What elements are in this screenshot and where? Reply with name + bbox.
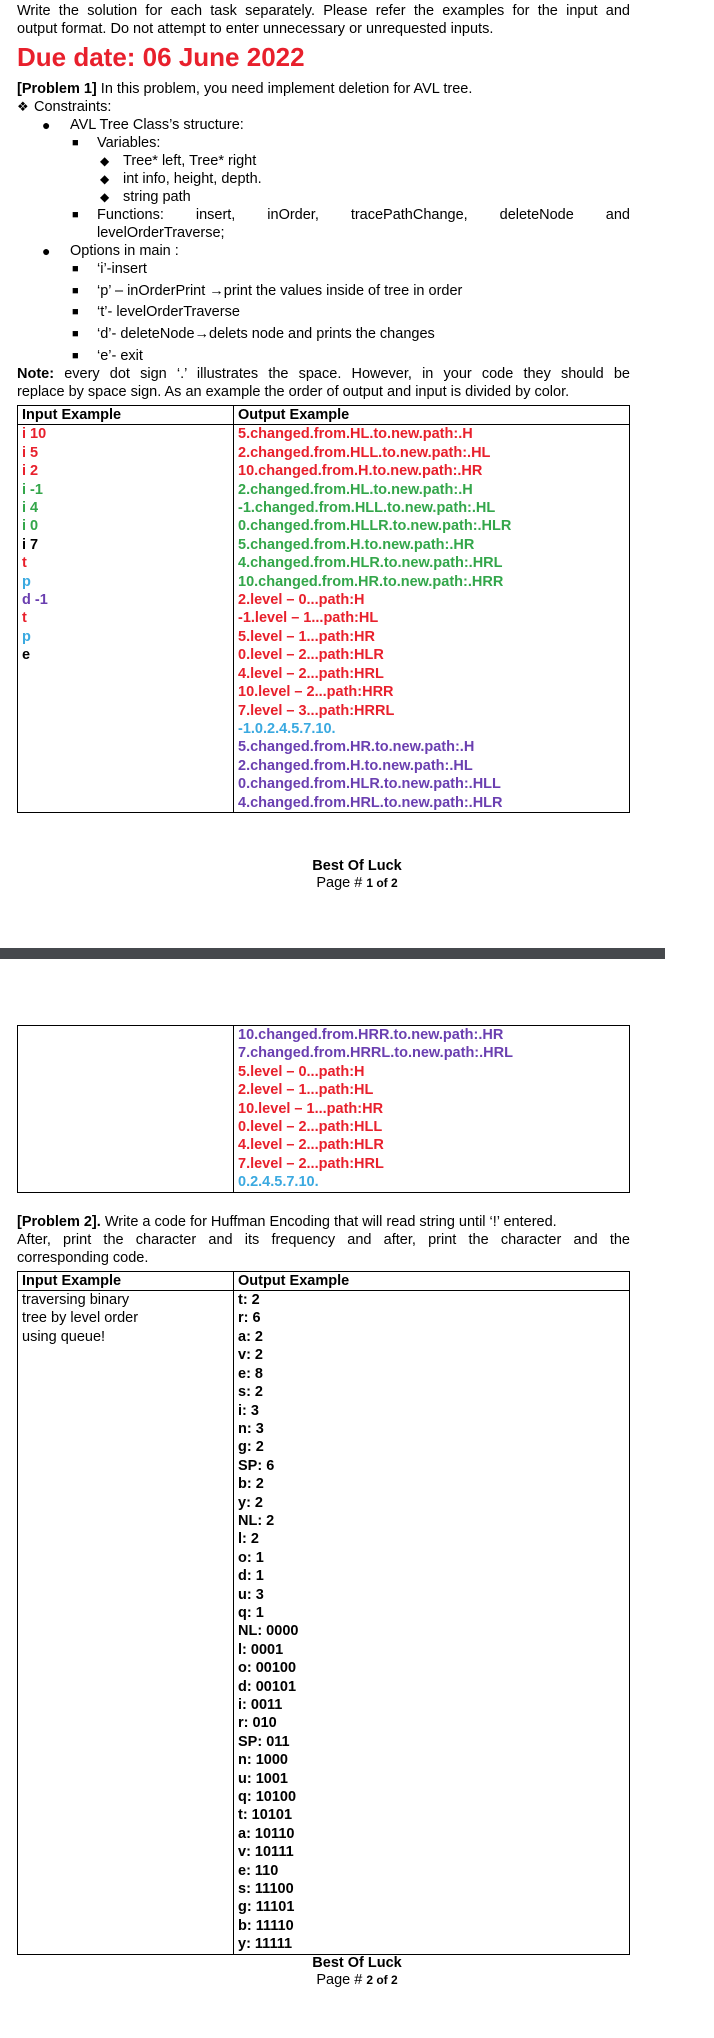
- table-line: 2.level – 0...path:H: [238, 592, 365, 609]
- table-line: using queue!: [22, 1328, 106, 1345]
- diamond-bullet-icon: ❖: [17, 99, 29, 114]
- table-line: i 5: [22, 444, 39, 461]
- input-example-cell: [18, 1026, 234, 1193]
- problem-1-label: [Problem 1]: [17, 81, 97, 97]
- table-line: SP: 011: [238, 1733, 290, 1750]
- problem-2-line-3: corresponding code.: [17, 1249, 149, 1266]
- square-bullet-icon: ■: [72, 285, 79, 297]
- table-line: t: [22, 555, 27, 572]
- table-line: q: 10100: [238, 1789, 297, 1806]
- table-line: i: 3: [238, 1402, 259, 1419]
- table-line: r: 010: [238, 1715, 277, 1732]
- constraints-heading: [17, 98, 630, 116]
- functions-line-1: Functions: insert, inOrder, tracePathChange, deleteNode and: [97, 207, 630, 223]
- table-line: 2.changed.from.H.to.new.path:.HL: [238, 757, 473, 774]
- square-bullet-icon: ■: [72, 328, 79, 340]
- functions-line-2: levelOrderTraverse;: [97, 225, 225, 241]
- problem-1-heading: [17, 80, 630, 98]
- table-row: [18, 1291, 630, 1955]
- list-item: ◆ string path: [100, 189, 191, 205]
- table-line: l: 2: [238, 1531, 259, 1548]
- square-bullet-icon: ■: [72, 263, 79, 275]
- table-line: 5.level – 1...path:HR: [238, 628, 375, 645]
- footer-title: Best Of Luck: [312, 1955, 402, 1971]
- square-bullet-icon: ■: [72, 350, 79, 362]
- intro-line-2: output format. Do not attempt to enter unnecessary or unrequested inputs.: [17, 21, 494, 37]
- table-line: -1.changed.from.HLL.to.new.path:.HL: [238, 500, 496, 517]
- table-line: g: 11101: [238, 1899, 295, 1916]
- input-header: Input Example: [18, 406, 234, 425]
- table-line: d -1: [22, 592, 48, 609]
- table-line: tree by level order: [22, 1310, 139, 1327]
- page-separator: [0, 948, 665, 959]
- diamond-bullet-icon: ◆: [100, 154, 110, 168]
- list-item: ■ ‘p’ – inOrderPrint →print the values inside of tree in order: [72, 283, 463, 299]
- table-row: [18, 425, 630, 813]
- list-item: ■ ‘i’-insert: [72, 261, 147, 277]
- table-line: b: 11110: [238, 1917, 294, 1934]
- table-line: d: 1: [238, 1568, 264, 1585]
- table-line: 0.changed.from.HLLR.to.new.path:.HLR: [238, 518, 512, 535]
- table-line: y: 11111: [238, 1936, 293, 1953]
- table-line: t: [22, 610, 27, 627]
- page-2-content: [17, 1025, 630, 1955]
- input-header: Input Example: [18, 1271, 234, 1290]
- table-line: n: 3: [238, 1420, 264, 1437]
- input-example-cell: [18, 425, 234, 813]
- table-line: 0.level – 2...path:HLR: [238, 647, 384, 664]
- table-line: a: 10110: [238, 1825, 295, 1842]
- table-line: r: 6: [238, 1310, 261, 1327]
- table-line: i: 0011: [238, 1697, 283, 1713]
- table-line: s: 2: [238, 1384, 263, 1401]
- output-header: Output Example: [234, 1271, 630, 1290]
- table-line: v: 2: [238, 1347, 263, 1364]
- table-line: 0.2.4.5.7.10.: [238, 1174, 319, 1191]
- table-line: 7.changed.from.HRRL.to.new.path:.HRL: [238, 1045, 513, 1062]
- output-example-cell: [234, 1291, 630, 1955]
- table-line: 0.changed.from.HLR.to.new.path:.HLL: [238, 776, 501, 793]
- table-line: 5.changed.from.H.to.new.path:.HR: [238, 536, 475, 553]
- list-item: ● AVL Tree Class’s structure:: [42, 117, 244, 133]
- table-line: NL: 2: [238, 1512, 275, 1529]
- table-line: 4.level – 2...path:HLR: [238, 1137, 384, 1154]
- problem-2-heading: [17, 1213, 630, 1231]
- table-line: p: [22, 628, 31, 645]
- table-line: 7.level – 2...path:HRL: [238, 1155, 384, 1172]
- list-item: ■ Variables:: [72, 135, 161, 151]
- table-line: e: 110: [238, 1862, 279, 1879]
- table-line: 10.changed.from.H.to.new.path:.HR: [238, 463, 483, 480]
- table-line: 10.changed.from.HRR.to.new.path:.HR: [238, 1027, 504, 1043]
- input-example-cell: [18, 1291, 234, 1955]
- note-line-2: replace by space sign. As an example the order of output and input is divided by color.: [17, 384, 570, 400]
- table-line: u: 3: [238, 1586, 264, 1603]
- note-line-1: Note: every dot sign ‘.’ illustrates the space. However, in your code they should be: [17, 366, 630, 382]
- intro-line-1: Write the solution for each task separately. Please refer the examples for the input and: [17, 3, 630, 19]
- table-line: 4.changed.from.HRL.to.new.path:.HLR: [238, 794, 503, 811]
- footer-page-number: Page # 2 of 2: [316, 1972, 398, 1988]
- table-row: [18, 1271, 630, 1290]
- constraints-list: [17, 116, 630, 365]
- table-line: 10.level – 2...path:HRR: [238, 684, 394, 701]
- list-item: ■ ‘e’- exit: [72, 348, 143, 364]
- table-line: SP: 6: [238, 1457, 275, 1474]
- problem-2-line-2: After, print the character and its frequency and after, print the character and the: [17, 1231, 630, 1248]
- list-item: ◆ Tree* left, Tree* right: [100, 153, 257, 169]
- table-line: i 10: [22, 426, 47, 443]
- page-1-footer: [0, 858, 714, 892]
- table-line: 0.level – 2...path:HLL: [238, 1119, 383, 1136]
- list-item: ■ ‘d’- deleteNode→delets node and prints the changes: [72, 326, 435, 342]
- table-line: e: [22, 647, 31, 664]
- table-line: 2.changed.from.HL.to.new.path:.H: [238, 481, 473, 498]
- page-1-content: [17, 2, 630, 813]
- dot-bullet-icon: ●: [42, 243, 51, 259]
- table-line: t: 10101: [238, 1807, 293, 1824]
- table-line: p: [22, 573, 31, 590]
- problem-2-label: [Problem 2].: [17, 1213, 101, 1230]
- table-line: d: 00101: [238, 1678, 297, 1695]
- table-line: e: 8: [238, 1365, 263, 1382]
- table-row: [18, 406, 630, 425]
- table-line: y: 2: [238, 1494, 263, 1511]
- output-example-cell: [234, 1026, 630, 1193]
- table-line: i 0: [22, 518, 39, 535]
- table-line: s: 11100: [238, 1881, 294, 1898]
- list-item: ■ ‘t’- levelOrderTraverse: [72, 304, 240, 320]
- square-bullet-icon: ■: [72, 306, 79, 318]
- table-line: 7.level – 3...path:HRRL: [238, 702, 395, 719]
- table-line: i 2: [22, 463, 39, 480]
- problem-2-text: Write a code for Huffman Encoding that will read string until ‘!’ entered.: [100, 1213, 557, 1230]
- list-item: ◆ int info, height, depth.: [100, 171, 262, 187]
- table-line: 4.changed.from.HLR.to.new.path:.HRL: [238, 555, 503, 572]
- table-line: l: 0001: [238, 1641, 284, 1658]
- problem-1-text: In this problem, you need implement deletion for AVL tree.: [96, 81, 473, 97]
- table-line: o: 1: [238, 1549, 264, 1566]
- table-line: 5.level – 0...path:H: [238, 1063, 365, 1080]
- square-bullet-icon: ■: [72, 137, 79, 149]
- footer-title: Best Of Luck: [312, 858, 402, 874]
- table-line: t: 2: [238, 1292, 260, 1309]
- table-line: a: 2: [238, 1328, 263, 1345]
- table-line: b: 2: [238, 1476, 264, 1493]
- problem-1-table-continued: [17, 1025, 630, 1193]
- table-line: u: 1001: [238, 1770, 288, 1787]
- table-line: i -1: [22, 481, 43, 498]
- table-line: 5.changed.from.HR.to.new.path:.H: [238, 739, 475, 756]
- dot-bullet-icon: ●: [42, 117, 51, 133]
- table-line: 4.level – 2...path:HRL: [238, 665, 384, 682]
- table-line: q: 1: [238, 1604, 264, 1621]
- table-line: g: 2: [238, 1439, 264, 1456]
- list-item: [17, 206, 630, 242]
- footer-page-number: Page # 1 of 2: [316, 875, 398, 891]
- due-date: Due date: 06 June 2022: [17, 42, 305, 72]
- diamond-bullet-icon: ◆: [100, 172, 110, 186]
- constraints-label: Constraints:: [34, 99, 112, 115]
- table-row: [18, 1026, 630, 1193]
- table-line: 5.changed.from.HL.to.new.path:.H: [238, 426, 473, 443]
- table-line: i 7: [22, 536, 39, 553]
- list-item: ● Options in main :: [42, 243, 179, 259]
- page-1: [0, 0, 714, 948]
- problem-2-table: [17, 1271, 630, 1955]
- problem-1-table: [17, 405, 630, 813]
- page-2-footer: [0, 1955, 714, 1989]
- table-line: 10.level – 1...path:HR: [238, 1100, 384, 1117]
- table-line: i 4: [22, 500, 39, 517]
- table-line: 2.changed.from.HLL.to.new.path:.HL: [238, 444, 491, 461]
- table-line: traversing binary: [22, 1292, 130, 1309]
- table-line: 2.level – 1...path:HL: [238, 1082, 374, 1099]
- output-example-cell: [234, 425, 630, 813]
- table-line: NL: 0000: [238, 1623, 299, 1640]
- diamond-bullet-icon: ◆: [100, 190, 110, 204]
- table-line: -1.0.2.4.5.7.10.: [238, 720, 336, 737]
- table-line: 10.changed.from.HR.to.new.path:.HRR: [238, 573, 504, 590]
- table-line: n: 1000: [238, 1752, 288, 1769]
- square-bullet-icon: ■: [72, 209, 79, 221]
- table-line: o: 00100: [238, 1660, 297, 1677]
- output-header: Output Example: [234, 406, 630, 425]
- table-line: -1.level – 1...path:HL: [238, 610, 379, 627]
- page-2: [0, 959, 714, 2038]
- table-line: v: 10111: [238, 1844, 294, 1861]
